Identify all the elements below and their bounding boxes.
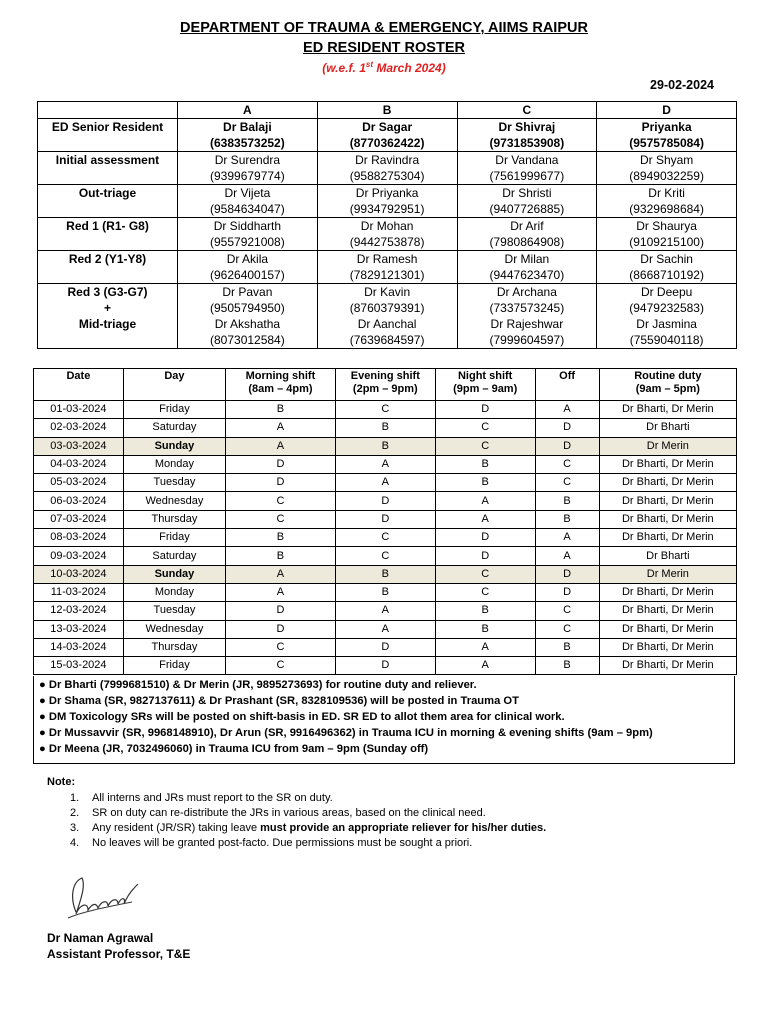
schedule-row (34, 492, 737, 510)
schedule-evening-cell: C (335, 401, 435, 419)
doctor-name: Dr Jasmina (636, 317, 697, 331)
team-member-cell (317, 119, 457, 152)
doctor-name: Dr Vijeta (224, 186, 271, 200)
schedule-row (34, 583, 737, 601)
doctor-phone: (8949032259) (629, 169, 704, 183)
role-cell (38, 251, 178, 284)
note-text: All interns and JRs must report to the SR on duty. (92, 792, 333, 804)
schedule-routine-cell: Dr Bharti, Dr Merin (599, 529, 736, 547)
doctor-phone: (7639684597) (349, 333, 425, 347)
schedule-evening-cell: D (335, 638, 435, 656)
schedule-header-text: (2pm – 9pm) (352, 383, 418, 395)
team-member-cell (597, 185, 737, 218)
schedule-morning-cell: D (226, 455, 336, 473)
schedule-off-cell: A (535, 529, 599, 547)
schedule-column-header (226, 369, 336, 401)
schedule-off-cell: D (535, 437, 599, 455)
team-row (38, 284, 737, 349)
schedule-row (34, 620, 737, 638)
role-label: Red 1 (R1- G8) (66, 219, 149, 233)
schedule-header-text: Morning shift (245, 370, 316, 382)
schedule-table (33, 368, 737, 675)
team-member-cell (597, 218, 737, 251)
schedule-night-cell: D (435, 547, 535, 565)
doctor-phone: (8668710192) (629, 268, 704, 282)
doctor-phone: (9731853908) (489, 136, 565, 150)
team-member-cell (178, 185, 318, 218)
schedule-evening-cell: A (335, 602, 435, 620)
schedule-date-cell: 11-03-2024 (34, 583, 124, 601)
doctor-phone: (9479232583) (629, 301, 704, 315)
schedule-off-cell: B (535, 657, 599, 675)
schedule-morning-cell: B (226, 547, 336, 565)
doctor-phone: (7980864908) (489, 235, 565, 249)
schedule-day-cell: Friday (123, 657, 225, 675)
schedule-header-text: Evening shift (350, 370, 420, 382)
team-column-header: C (457, 102, 597, 119)
note-item (70, 836, 546, 851)
schedule-row (34, 510, 737, 528)
schedule-morning-cell: A (226, 565, 336, 583)
posting-line: ● DM Toxicology SRs will be posted on shift-basis in ED. SR ED to allot them area for clinical work. (39, 711, 565, 723)
schedule-night-cell: B (435, 455, 535, 473)
role-cell (38, 152, 178, 185)
schedule-header-text: (8am – 4pm) (248, 383, 313, 395)
posting-line: ● Dr Bharti (7999681510) & Dr Merin (JR, 9895273693) for routine duty and reliever. (39, 679, 477, 691)
note-item (70, 791, 546, 806)
team-row (38, 185, 737, 218)
schedule-row (34, 401, 737, 419)
schedule-routine-cell: Dr Merin (599, 565, 736, 583)
doctor-name: Dr Akila (226, 252, 269, 266)
schedule-date-cell: 09-03-2024 (34, 547, 124, 565)
team-member-cell (178, 218, 318, 251)
doctor-name: Dr Vandana (495, 153, 559, 167)
doctor-phone: (8073012584) (210, 333, 285, 347)
posting-line: ● Dr Mussavvir (SR, 9968148910), Dr Arun (SR, 9916496362) in Trauma ICU in morning & evening shifts (9am – 9pm) (39, 727, 653, 739)
team-column-header: B (317, 102, 457, 119)
note-list (70, 791, 546, 851)
team-member-cell (597, 119, 737, 152)
team-member-cell (317, 251, 457, 284)
schedule-date-cell: 06-03-2024 (34, 492, 124, 510)
schedule-routine-cell: Dr Bharti, Dr Merin (599, 583, 736, 601)
schedule-day-cell: Wednesday (123, 620, 225, 638)
team-member-cell (178, 284, 318, 349)
doctor-name: Dr Ravindra (355, 153, 420, 167)
schedule-evening-cell: D (335, 510, 435, 528)
doctor-phone: (9329698684) (629, 202, 704, 216)
schedule-morning-cell: C (226, 638, 336, 656)
schedule-off-cell: A (535, 547, 599, 565)
doctor-name: Dr Sachin (640, 252, 693, 266)
schedule-off-cell: D (535, 419, 599, 437)
schedule-header-text: Day (164, 370, 185, 382)
schedule-row (34, 638, 737, 656)
schedule-off-cell: A (535, 401, 599, 419)
doctor-phone: (9588275304) (349, 169, 425, 183)
team-row (38, 119, 737, 152)
schedule-row (34, 657, 737, 675)
doctor-phone: (7829121301) (349, 268, 425, 282)
doctor-phone: (9626400157) (210, 268, 285, 282)
role-label: Red 2 (Y1-Y8) (68, 252, 147, 266)
schedule-morning-cell: A (226, 437, 336, 455)
schedule-routine-cell: Dr Bharti, Dr Merin (599, 620, 736, 638)
team-member-cell (178, 119, 318, 152)
schedule-night-cell: B (435, 602, 535, 620)
schedule-day-cell: Tuesday (123, 474, 225, 492)
doctor-name: Dr Deepu (640, 285, 693, 299)
team-row (38, 218, 737, 251)
team-member-cell (178, 251, 318, 284)
schedule-night-cell: A (435, 657, 535, 675)
schedule-date-cell: 07-03-2024 (34, 510, 124, 528)
schedule-routine-cell: Dr Bharti, Dr Merin (599, 474, 736, 492)
team-member-cell (457, 119, 597, 152)
schedule-header-row (34, 369, 737, 401)
schedule-off-cell: C (535, 455, 599, 473)
schedule-day-cell: Tuesday (123, 602, 225, 620)
schedule-date-cell: 03-03-2024 (34, 437, 124, 455)
note-number: 3. (70, 822, 80, 834)
schedule-header-text: Routine duty (634, 370, 702, 382)
schedule-header-text: Night shift (457, 370, 513, 382)
team-member-cell (457, 251, 597, 284)
team-member-cell (457, 284, 597, 349)
note-number: 2. (70, 807, 80, 819)
note-text: No leaves will be granted post-facto. Due permissions must be sought a priori. (92, 837, 473, 849)
doctor-name: Dr Balaji (223, 120, 272, 134)
doctor-phone: (9505794950) (210, 301, 285, 315)
doctor-name: Dr Kavin (364, 285, 411, 299)
roster-title: ED RESIDENT ROSTER (303, 40, 465, 56)
schedule-night-cell: C (435, 565, 535, 583)
schedule-column-header (535, 369, 599, 401)
team-member-cell (457, 218, 597, 251)
postings-box (33, 676, 735, 764)
schedule-day-cell: Friday (123, 401, 225, 419)
team-row (38, 251, 737, 284)
role-label: + (103, 301, 111, 315)
schedule-routine-cell: Dr Bharti, Dr Merin (599, 602, 736, 620)
department-title: DEPARTMENT OF TRAUMA & EMERGENCY, AIIMS RAIPUR (180, 20, 588, 36)
schedule-date-cell: 13-03-2024 (34, 620, 124, 638)
schedule-routine-cell: Dr Bharti, Dr Merin (599, 657, 736, 675)
team-member-cell (178, 152, 318, 185)
doctor-name: Dr Surendra (214, 153, 281, 167)
doctor-name: Dr Siddharth (213, 219, 282, 233)
doctor-name: Dr Pavan (222, 285, 273, 299)
team-table (37, 101, 737, 349)
schedule-routine-cell: Dr Bharti (599, 419, 736, 437)
schedule-date-cell: 14-03-2024 (34, 638, 124, 656)
team-member-cell (597, 152, 737, 185)
schedule-row (34, 455, 737, 473)
schedule-night-cell: B (435, 474, 535, 492)
doctor-phone: (9575785084) (629, 136, 704, 150)
schedule-row (34, 565, 737, 583)
schedule-date-cell: 01-03-2024 (34, 401, 124, 419)
schedule-routine-cell: Dr Bharti, Dr Merin (599, 401, 736, 419)
doctor-phone: (8760379391) (349, 301, 425, 315)
schedule-off-cell: D (535, 583, 599, 601)
schedule-day-cell: Wednesday (123, 492, 225, 510)
team-member-cell (457, 185, 597, 218)
role-label: Out-triage (78, 186, 137, 200)
schedule-date-cell: 05-03-2024 (34, 474, 124, 492)
schedule-date-cell: 02-03-2024 (34, 419, 124, 437)
schedule-evening-cell: D (335, 492, 435, 510)
schedule-column-header (34, 369, 124, 401)
schedule-routine-cell: Dr Bharti, Dr Merin (599, 638, 736, 656)
schedule-off-cell: B (535, 638, 599, 656)
schedule-night-cell: C (435, 419, 535, 437)
team-header-blank (38, 102, 178, 119)
schedule-day-cell: Saturday (123, 547, 225, 565)
team-member-cell (457, 152, 597, 185)
schedule-column-header (599, 369, 736, 401)
issue-date: 29-02-2024 (650, 78, 714, 92)
doctor-name: Dr Arif (510, 219, 544, 233)
doctor-phone: (9584634047) (210, 202, 285, 216)
doctor-phone: (6383573252) (210, 136, 285, 150)
doctor-name: Dr Milan (504, 252, 550, 266)
team-member-cell (317, 152, 457, 185)
note-number: 1. (70, 792, 80, 804)
schedule-routine-cell: Dr Bharti, Dr Merin (599, 510, 736, 528)
signatory (47, 930, 190, 962)
doctor-name: Dr Shaurya (636, 219, 697, 233)
doctor-name: Dr Priyanka (355, 186, 419, 200)
team-header-row (38, 102, 737, 119)
schedule-day-cell: Monday (123, 455, 225, 473)
schedule-off-cell: D (535, 565, 599, 583)
posting-line: ● Dr Shama (SR, 9827137611) & Dr Prashant (SR, 8328109536) will be posted in Trauma OT (39, 695, 519, 707)
note-title: Note: (47, 776, 76, 788)
note-text: Any resident (JR/SR) taking leave (92, 822, 261, 834)
note-text: SR on duty can re-distribute the JRs in various areas, based on the clinical need. (92, 807, 486, 819)
doctor-name: Dr Shyam (639, 153, 694, 167)
doctor-phone: (7337573245) (489, 301, 565, 315)
schedule-row (34, 602, 737, 620)
signatory-designation: Assistant Professor, T&E (47, 947, 191, 961)
schedule-column-header (123, 369, 225, 401)
schedule-evening-cell: D (335, 657, 435, 675)
schedule-date-cell: 10-03-2024 (34, 565, 124, 583)
schedule-morning-cell: C (226, 492, 336, 510)
schedule-night-cell: C (435, 583, 535, 601)
schedule-night-cell: A (435, 638, 535, 656)
schedule-night-cell: B (435, 620, 535, 638)
note-emphasis: must provide an appropriate reliever for his/her duties. (260, 822, 547, 834)
schedule-date-cell: 15-03-2024 (34, 657, 124, 675)
doctor-name: Dr Sagar (362, 120, 413, 134)
schedule-off-cell: B (535, 510, 599, 528)
doctor-name: Priyanka (641, 120, 692, 134)
schedule-header-text: (9am – 5pm) (635, 383, 700, 395)
team-column-header: D (597, 102, 737, 119)
schedule-off-cell: B (535, 492, 599, 510)
schedule-morning-cell: B (226, 529, 336, 547)
doctor-phone: (9934792951) (349, 202, 425, 216)
doctor-name: Dr Rajeshwar (490, 317, 564, 331)
schedule-column-header (435, 369, 535, 401)
schedule-date-cell: 04-03-2024 (34, 455, 124, 473)
team-row (38, 152, 737, 185)
schedule-evening-cell: B (335, 437, 435, 455)
role-cell (38, 185, 178, 218)
effective-date: (w.e.f. 1st March 2024) (322, 60, 446, 75)
schedule-evening-cell: B (335, 419, 435, 437)
schedule-row (34, 474, 737, 492)
doctor-phone: (7559040118) (629, 333, 704, 347)
schedule-morning-cell: C (226, 657, 336, 675)
schedule-routine-cell: Dr Bharti, Dr Merin (599, 455, 736, 473)
schedule-day-cell: Sunday (123, 437, 225, 455)
schedule-night-cell: A (435, 510, 535, 528)
team-column-header: A (178, 102, 318, 119)
doctor-phone: (8770362422) (349, 136, 425, 150)
schedule-evening-cell: A (335, 474, 435, 492)
note-item (70, 806, 546, 821)
schedule-evening-cell: B (335, 583, 435, 601)
schedule-date-cell: 08-03-2024 (34, 529, 124, 547)
schedule-evening-cell: C (335, 529, 435, 547)
doctor-name: Dr Aanchal (357, 317, 417, 331)
doctor-name: Dr Archana (496, 285, 557, 299)
role-cell (38, 284, 178, 349)
schedule-day-cell: Thursday (123, 510, 225, 528)
schedule-header-text: Date (66, 370, 91, 382)
doctor-phone: (9399679774) (210, 169, 285, 183)
schedule-off-cell: C (535, 602, 599, 620)
doctor-name: Dr Shivraj (498, 120, 556, 134)
team-member-cell (317, 185, 457, 218)
schedule-morning-cell: A (226, 583, 336, 601)
team-member-cell (317, 284, 457, 349)
doctor-phone: (9557921008) (210, 235, 285, 249)
doctor-name: Dr Shristi (502, 186, 552, 200)
schedule-row (34, 437, 737, 455)
note-item (70, 821, 546, 836)
team-member-cell (597, 251, 737, 284)
doctor-phone: (9109215100) (629, 235, 704, 249)
schedule-night-cell: D (435, 401, 535, 419)
role-cell (38, 218, 178, 251)
schedule-day-cell: Sunday (123, 565, 225, 583)
role-label: Red 3 (G3-G7) (67, 285, 148, 299)
schedule-day-cell: Friday (123, 529, 225, 547)
schedule-night-cell: C (435, 437, 535, 455)
doctor-phone: (9407726885) (489, 202, 565, 216)
signature (62, 868, 146, 932)
schedule-morning-cell: A (226, 419, 336, 437)
role-cell (38, 119, 178, 152)
doctor-name: Dr Ramesh (356, 252, 418, 266)
doctor-name: Dr Akshatha (214, 317, 281, 331)
schedule-header-text: (9pm – 9am) (453, 383, 518, 395)
schedule-date-cell: 12-03-2024 (34, 602, 124, 620)
schedule-morning-cell: C (226, 510, 336, 528)
schedule-off-cell: C (535, 474, 599, 492)
doctor-phone: (7999604597) (489, 333, 565, 347)
team-member-cell (597, 284, 737, 349)
schedule-routine-cell: Dr Bharti, Dr Merin (599, 492, 736, 510)
posting-line: ● Dr Meena (JR, 7032496060) in Trauma ICU from 9am – 9pm (Sunday off) (39, 743, 429, 755)
role-label: Mid-triage (78, 317, 137, 331)
schedule-header-text: Off (559, 370, 576, 382)
schedule-row (34, 547, 737, 565)
schedule-off-cell: C (535, 620, 599, 638)
schedule-morning-cell: D (226, 620, 336, 638)
signatory-name: Dr Naman Agrawal (47, 931, 154, 945)
schedule-day-cell: Saturday (123, 419, 225, 437)
schedule-evening-cell: C (335, 547, 435, 565)
schedule-morning-cell: D (226, 474, 336, 492)
doctor-name: Dr Kriti (648, 186, 685, 200)
doctor-phone: (7561999677) (489, 169, 565, 183)
doctor-phone: (9442753878) (349, 235, 425, 249)
schedule-routine-cell: Dr Bharti (599, 547, 736, 565)
schedule-night-cell: D (435, 529, 535, 547)
role-label: Initial assessment (55, 153, 160, 167)
schedule-day-cell: Monday (123, 583, 225, 601)
schedule-evening-cell: A (335, 455, 435, 473)
schedule-day-cell: Thursday (123, 638, 225, 656)
team-member-cell (317, 218, 457, 251)
doctor-phone: (9447623470) (489, 268, 565, 282)
schedule-evening-cell: A (335, 620, 435, 638)
schedule-night-cell: A (435, 492, 535, 510)
schedule-column-header (335, 369, 435, 401)
schedule-evening-cell: B (335, 565, 435, 583)
schedule-morning-cell: D (226, 602, 336, 620)
note-number: 4. (70, 837, 80, 849)
schedule-row (34, 419, 737, 437)
doctor-name: Dr Mohan (360, 219, 414, 233)
role-label: ED Senior Resident (51, 120, 164, 134)
schedule-row (34, 529, 737, 547)
schedule-morning-cell: B (226, 401, 336, 419)
schedule-routine-cell: Dr Merin (599, 437, 736, 455)
